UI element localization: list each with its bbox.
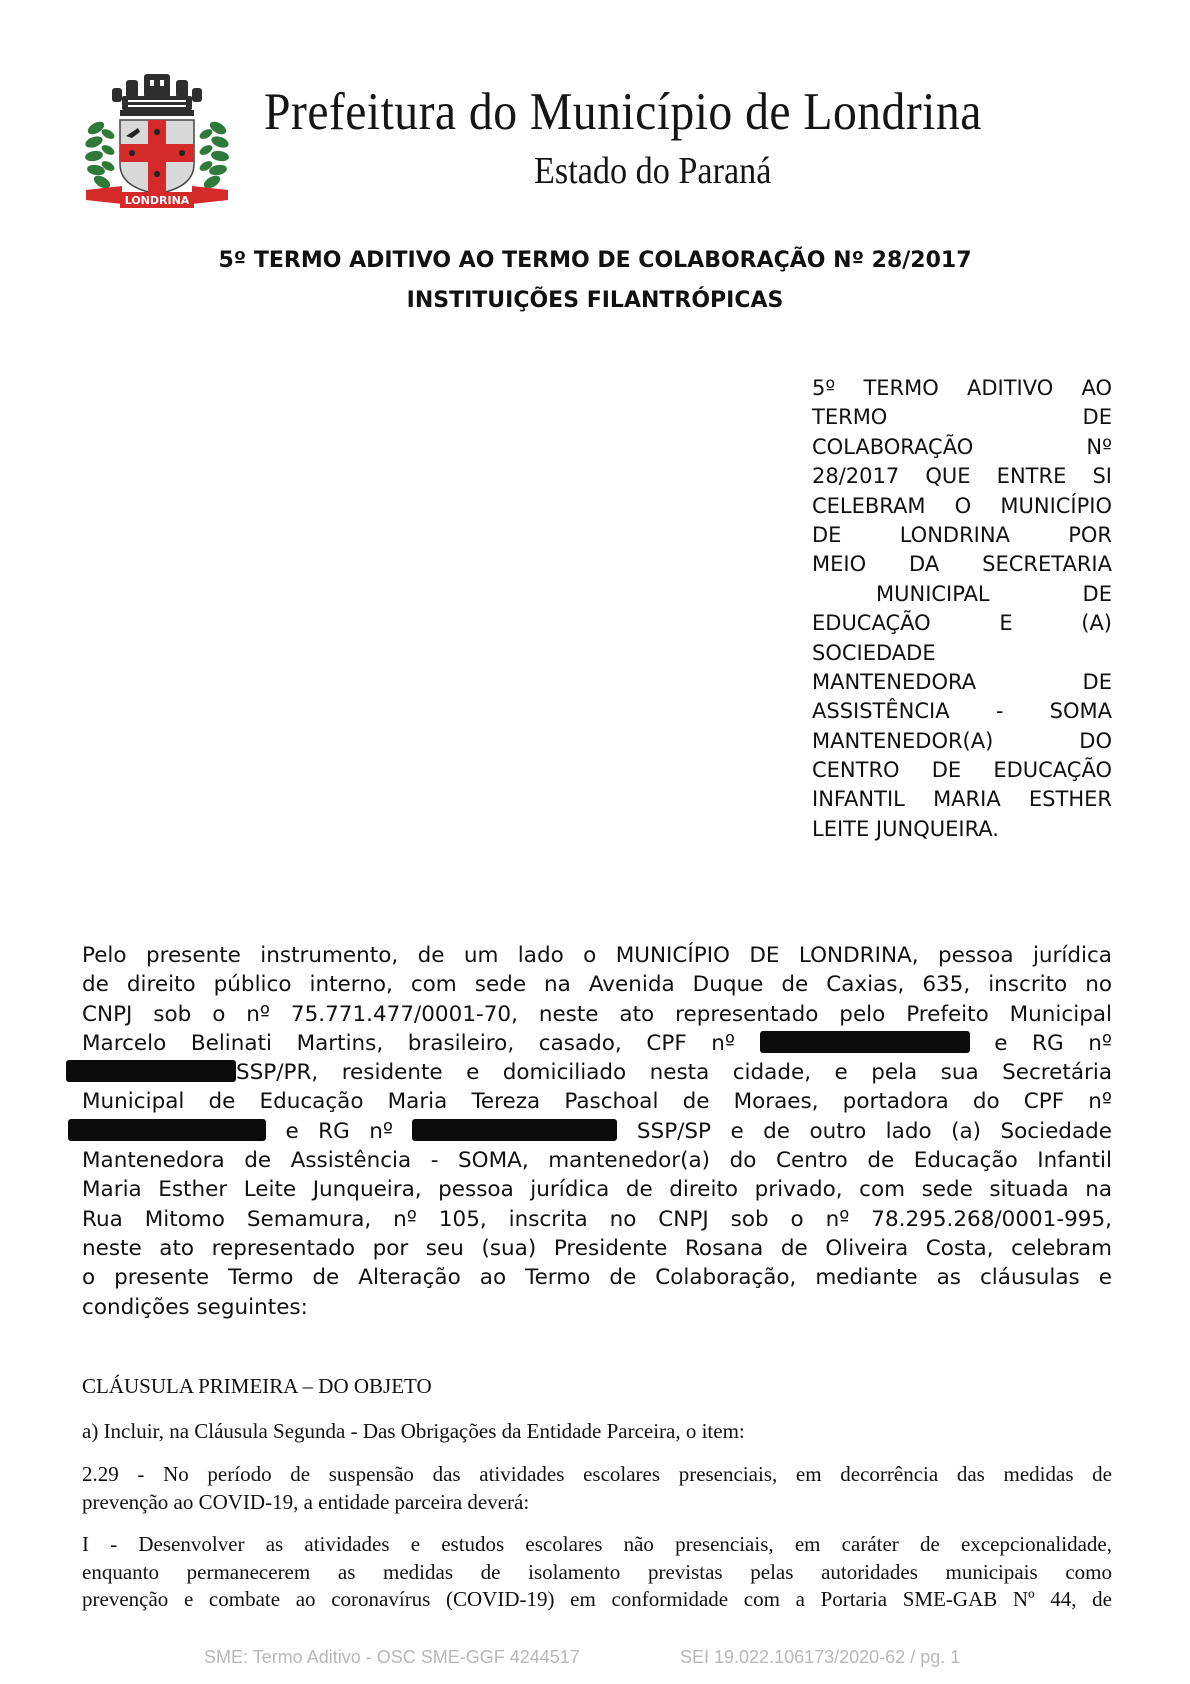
preamble-text: e RG nº	[285, 1118, 393, 1144]
preamble-line	[82, 1058, 1112, 1087]
ementa-line: DE LONDRINA POR	[812, 522, 1112, 547]
clause-item-I	[82, 1531, 1112, 1614]
clause-line: 2.29 - No período de suspensão das atividades escolares presenciais, em decorrência das medidas de	[82, 1462, 1112, 1486]
ementa-line: 28/2017 QUE ENTRE SI	[812, 464, 1112, 489]
crest-label: LONDRINA	[124, 194, 190, 207]
clause-line: enquanto permanecerem as medidas de isolamento previstas pelas autoridades municipais como	[82, 1559, 1112, 1584]
preamble-line: Maria Esther Leite Junqueira, pessoa jurídica de direito privado, com sede situada na	[82, 1177, 1112, 1203]
ementa-line: CENTRO DE EDUCAÇÃO	[812, 758, 1112, 783]
ementa-line: COLABORAÇÃO Nº	[812, 434, 1112, 459]
preamble-line: neste ato representado por seu (sua) Presidente Rosana de Oliveira Costa, celebram	[82, 1235, 1112, 1261]
ementa-line: CELEBRAM O MUNICÍPIO	[812, 493, 1112, 518]
letterhead-title: Prefeitura do Município de Londrina	[264, 83, 982, 141]
londrina-coat-of-arms-icon	[82, 66, 232, 211]
ementa-line: INFANTIL MARIA ESTHER	[812, 787, 1112, 812]
ementa-line: TERMO DE	[812, 405, 1112, 430]
ementa-line: EDUCAÇÃO E (A)	[812, 611, 1112, 636]
preamble-text: Marcelo Belinati Martins, brasileiro, casado, CPF nº	[82, 1030, 736, 1056]
preamble-line: de direito público interno, com sede na Avenida Duque de Caxias, 635, inscrito no	[82, 972, 1112, 998]
redacted-rg	[66, 1060, 236, 1082]
clause-line: I - Desenvolver as atividades e estudos escolares não presenciais, em caráter de excepcionalidade,	[82, 1532, 1112, 1556]
ementa-line: SOCIEDADE	[812, 640, 936, 665]
preamble-line: condições seguintes:	[82, 1294, 308, 1320]
preamble-line	[82, 1117, 1112, 1146]
ementa-block	[812, 374, 1112, 844]
preamble-line: Municipal de Educação Maria Tereza Paschoal de Moraes, portadora do CPF nº	[82, 1089, 1112, 1115]
preamble-line: Rua Mitomo Semamura, nº 105, inscrita no CNPJ sob o nº 78.295.268/0001-995,	[82, 1206, 1112, 1232]
document-subtitle: INSTITUIÇÕES FILANTRÓPICAS	[406, 288, 784, 313]
document-title: 5º TERMO ADITIVO AO TERMO DE COLABORAÇÃO Nº 28/2017	[218, 248, 972, 273]
preamble-text: SSP/SP e de outro lado (a) Sociedade	[636, 1118, 1112, 1144]
ementa-line: LEITE JUNQUEIRA.	[812, 816, 999, 841]
preamble-paragraph	[82, 941, 1112, 1322]
clause-line: prevenção e combate ao coronavírus (COVID-19) em conformidade com a Portaria SME-GAB Nº 44, de	[82, 1587, 1112, 1611]
clause-heading	[82, 1373, 1112, 1401]
clause-heading-text: CLÁUSULA PRIMEIRA – DO OBJETO	[82, 1374, 432, 1398]
letterhead	[82, 66, 1082, 211]
ementa-line: MEIO DA SECRETARIA	[812, 552, 1112, 577]
redacted-rg	[412, 1119, 617, 1141]
preamble-text: e RG nº	[994, 1030, 1112, 1056]
preamble-line: Mantenedora de Assistência - SOMA, mantenedor(a) do Centro de Educação Infantil	[82, 1148, 1112, 1174]
letterhead-subtitle: Estado do Paraná	[534, 150, 772, 192]
clause-item-2-29	[82, 1461, 1112, 1516]
ementa-line: ASSISTÊNCIA - SOMA	[812, 699, 1112, 724]
clause-item-a	[82, 1418, 1112, 1446]
preamble-text: SSP/PR, residente e domiciliado nesta cidade, e pela sua Secretária	[236, 1060, 1112, 1086]
footer-process-page: SEI 19.022.106173/2020-62 / pg. 1	[680, 1647, 961, 1667]
clause-item-a-text: a) Incluir, na Cláusula Segunda - Das Obrigações da Entidade Parceira, o item:	[82, 1419, 745, 1443]
redacted-cpf	[760, 1031, 970, 1053]
clause-line: prevenção ao COVID-19, a entidade parceira deverá:	[82, 1489, 530, 1514]
preamble-line: CNPJ sob o nº 75.771.477/0001-70, neste ato representado pelo Prefeito Municipal	[82, 1001, 1112, 1027]
ementa-line: MUNICIPAL DE	[876, 581, 1112, 606]
preamble-line: o presente Termo de Alteração ao Termo de Colaboração, mediante as cláusulas e	[82, 1265, 1112, 1291]
redacted-cpf	[68, 1119, 266, 1141]
ementa-line: MANTENEDORA DE	[812, 669, 1112, 694]
preamble-line: Pelo presente instrumento, de um lado o MUNICÍPIO DE LONDRINA, pessoa jurídica	[82, 943, 1112, 968]
preamble-line	[82, 1029, 1112, 1058]
ementa-line: 5º TERMO ADITIVO AO	[812, 376, 1112, 400]
footer-document-ref: SME: Termo Aditivo - OSC SME-GGF 4244517	[204, 1647, 580, 1667]
ementa-line: MANTENEDOR(A) DO	[812, 728, 1112, 753]
